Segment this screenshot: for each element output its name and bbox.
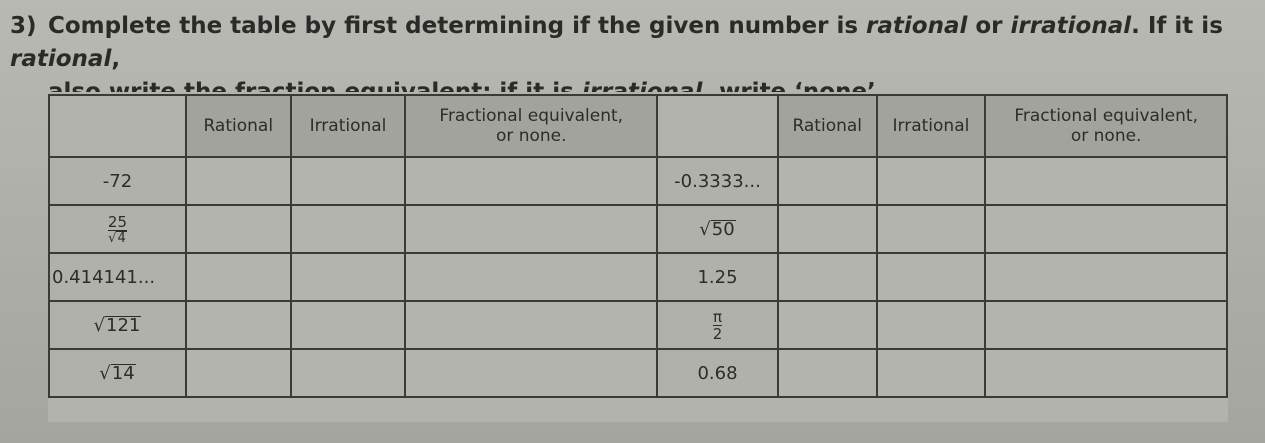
fraction-answer-cell[interactable] — [405, 253, 657, 301]
fraction-answer-cell[interactable] — [985, 205, 1227, 253]
header-irrational-left: Irrational — [291, 95, 406, 157]
rational-answer-cell[interactable] — [778, 205, 877, 253]
denominator-sqrt — [108, 231, 127, 245]
number-cell: 1.25 — [657, 253, 778, 301]
number-cell — [49, 349, 186, 397]
classification-table — [48, 94, 1228, 398]
rational-answer-cell[interactable] — [186, 349, 291, 397]
header-row — [49, 95, 1227, 157]
table-row — [49, 205, 1227, 253]
header-irrational-right: Irrational — [877, 95, 986, 157]
number-cell: -0.3333... — [657, 157, 778, 205]
radical-sign: √ — [108, 230, 117, 246]
number-cell — [657, 301, 778, 349]
fraction-answer-cell[interactable] — [405, 301, 657, 349]
header-fraction-right — [985, 95, 1227, 157]
fraction-answer-cell[interactable] — [405, 349, 657, 397]
radicand: 50 — [711, 218, 735, 240]
number-cell: 0.68 — [657, 349, 778, 397]
number-cell — [49, 301, 186, 349]
radical-sign: √ — [93, 314, 106, 336]
irrational-answer-cell[interactable] — [291, 205, 406, 253]
fraction-answer-cell[interactable] — [985, 253, 1227, 301]
term-rational: rational — [866, 13, 968, 39]
numerator: π — [712, 307, 722, 326]
term-irrational: irrational — [1010, 13, 1132, 39]
table-row — [49, 301, 1227, 349]
rational-answer-cell[interactable] — [778, 301, 877, 349]
table-row — [49, 349, 1227, 397]
denominator: 2 — [712, 324, 723, 343]
fraction-answer-cell[interactable] — [985, 157, 1227, 205]
header-number-right — [657, 95, 778, 157]
header-fraction-right-line2: or none. — [1070, 126, 1142, 146]
sqrt-14 — [99, 364, 135, 383]
header-fraction-left-line2: or none. — [495, 126, 567, 146]
rational-answer-cell[interactable] — [186, 205, 291, 253]
rational-answer-cell[interactable] — [186, 253, 291, 301]
header-rational-right: Rational — [778, 95, 877, 157]
fraction-answer-cell[interactable] — [985, 301, 1227, 349]
number-cell — [657, 205, 778, 253]
instruction-text-4: , — [111, 46, 121, 72]
fraction-pi-over-2 — [713, 309, 723, 342]
number-cell: 0.414141... — [49, 253, 186, 301]
irrational-answer-cell[interactable] — [877, 253, 986, 301]
irrational-answer-cell[interactable] — [877, 205, 986, 253]
radical-sign: √ — [99, 362, 111, 384]
instruction-text-1: Complete the table by first determining if the given number is — [48, 13, 867, 39]
rational-answer-cell[interactable] — [186, 157, 291, 205]
number-cell — [49, 205, 186, 253]
rational-answer-cell[interactable] — [186, 301, 291, 349]
radical-sign: √ — [699, 218, 711, 240]
term-rational-2: rational — [10, 46, 112, 72]
header-number-left — [49, 95, 186, 157]
fraction-answer-cell[interactable] — [405, 205, 657, 253]
number-cell: -72 — [49, 157, 186, 205]
radicand: 4 — [117, 230, 126, 246]
header-fraction-left-line1: Fractional equivalent, — [439, 106, 624, 126]
instruction-text-3: . If it is — [1131, 13, 1223, 39]
sqrt-50 — [699, 220, 735, 239]
irrational-answer-cell[interactable] — [291, 253, 406, 301]
header-rational-left: Rational — [186, 95, 291, 157]
irrational-answer-cell[interactable] — [291, 349, 406, 397]
radicand: 14 — [111, 362, 135, 384]
irrational-answer-cell[interactable] — [291, 157, 406, 205]
table-row — [49, 253, 1227, 301]
problem-number: 3) — [10, 13, 37, 39]
rational-answer-cell[interactable] — [778, 157, 877, 205]
irrational-answer-cell[interactable] — [877, 349, 986, 397]
fraction-answer-cell[interactable] — [405, 157, 657, 205]
rational-answer-cell[interactable] — [778, 349, 877, 397]
numerator: 25 — [107, 212, 127, 231]
sqrt-121 — [94, 316, 142, 335]
instruction-text-2: or — [967, 13, 1011, 39]
irrational-answer-cell[interactable] — [291, 301, 406, 349]
table-row — [49, 157, 1227, 205]
header-fraction-right-line1: Fractional equivalent, — [1014, 106, 1198, 126]
radicand: 121 — [106, 314, 141, 336]
irrational-answer-cell[interactable] — [877, 301, 986, 349]
fraction-25-over-sqrt4 — [108, 214, 127, 245]
fraction-answer-cell[interactable] — [985, 349, 1227, 397]
header-fraction-left — [405, 95, 657, 157]
rational-answer-cell[interactable] — [778, 253, 877, 301]
irrational-answer-cell[interactable] — [877, 157, 986, 205]
